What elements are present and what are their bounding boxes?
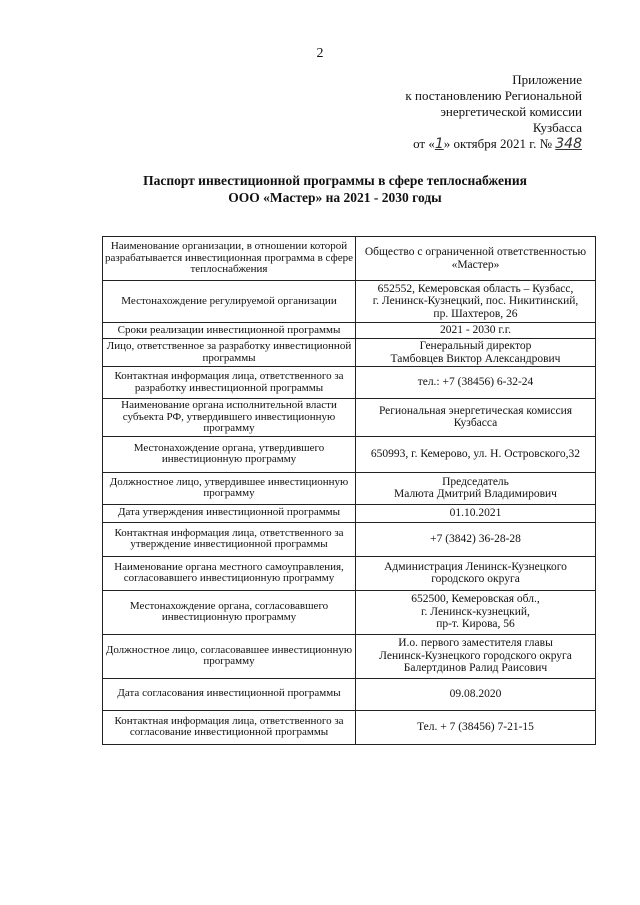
row-value	[356, 237, 596, 281]
table-row	[103, 237, 596, 281]
table-row	[103, 281, 596, 323]
table-row	[103, 556, 596, 590]
title-line-1: Паспорт инвестиционной программы в сфере теплоснабжения	[143, 173, 527, 188]
handwritten-day: 1	[434, 136, 444, 152]
appendix-block	[362, 72, 582, 152]
row-value-line: 652552, Кемеровская область – Кузбасс,	[377, 282, 574, 295]
row-value	[356, 339, 596, 367]
row-label: Дата согласования инвестиционной программы	[103, 678, 356, 710]
row-value-line: +7 (3842) 36-28-28	[430, 532, 521, 545]
row-value-line: пр-т. Кирова, 56	[436, 618, 515, 631]
table-row	[103, 399, 596, 437]
title-line-2: ООО «Мастер» на 2021 - 2030 годы	[228, 190, 442, 205]
row-value	[356, 678, 596, 710]
row-label: Местонахождение регулируемой организации	[103, 281, 356, 323]
row-value-line: И.о. первого заместителя главы	[398, 637, 553, 650]
row-value-line: Тел. + 7 (38456) 7-21-15	[417, 720, 534, 733]
row-value	[356, 504, 596, 522]
row-label: Наименование органа исполнительной власти субъекта РФ, утвердившего инвестиционную программу	[103, 399, 356, 437]
table-row	[103, 634, 596, 678]
row-value-line: Тамбовцев Виктор Александрович	[390, 352, 561, 365]
row-value	[356, 556, 596, 590]
table-row	[103, 590, 596, 634]
row-label: Контактная информация лица, ответственного за разработку инвестиционной программы	[103, 367, 356, 399]
row-value-line: Региональная энергетическая комиссия	[378, 404, 573, 417]
row-value	[356, 472, 596, 504]
row-value-line: г. Ленинск-Кузнецкий, пос. Никитинский,	[372, 295, 579, 308]
table-row	[103, 367, 596, 399]
row-value-line: Ленинск-Кузнецкого городского округа	[379, 649, 572, 662]
row-value-line: 09.08.2020	[449, 687, 502, 700]
row-value	[356, 634, 596, 678]
row-label: Дата утверждения инвестиционной программы	[103, 504, 356, 522]
appendix-line-4: Кузбасса	[532, 120, 582, 135]
row-value-line: пр. Шахтеров, 26	[433, 307, 518, 320]
table-row	[103, 522, 596, 556]
table-row	[103, 472, 596, 504]
row-value-line: 652500, Кемеровская обл.,	[411, 593, 540, 606]
row-value-line: Малюта Дмитрий Владимирович	[394, 488, 557, 500]
row-value	[356, 399, 596, 437]
row-label: Контактная информация лица, ответственного за согласование инвестиционной программы	[103, 710, 356, 744]
row-label: Лицо, ответственное за разработку инвестиционной программы	[103, 339, 356, 367]
row-label: Должностное лицо, утвердившее инвестиционную программу	[103, 472, 356, 504]
row-value	[356, 367, 596, 399]
row-value	[356, 323, 596, 339]
table-row	[103, 504, 596, 522]
row-value-line: 650993, г. Кемерово, ул. Н. Островского,32	[370, 447, 581, 460]
handwritten-doc-number: 348	[555, 136, 582, 152]
row-value	[356, 710, 596, 744]
row-label: Местонахождение органа, утвердившего инвестиционную программу	[103, 436, 356, 472]
row-label: Местонахождение органа, согласовавшего инвестиционную программу	[103, 590, 356, 634]
row-value-line: 2021 - 2030 г.г.	[439, 324, 512, 337]
row-value	[356, 590, 596, 634]
row-value-line: Балертдинов Ралид Раисович	[403, 662, 548, 675]
row-value	[356, 522, 596, 556]
row-value-line: Общество с ограниченной ответственностью «Мастер»	[364, 246, 587, 271]
row-value-line: Председатель	[442, 475, 509, 488]
passport-table	[102, 236, 596, 745]
row-value	[356, 436, 596, 472]
table-row	[103, 339, 596, 367]
row-value-line: тел.: +7 (38456) 6-32-24	[417, 376, 534, 389]
table-row	[103, 678, 596, 710]
appendix-line-2: к постановлению Региональной	[405, 88, 582, 103]
row-label: Должностное лицо, согласовавшее инвестиционную программу	[103, 634, 356, 678]
row-value-line: г. Ленинск-кузнецкий,	[421, 605, 530, 618]
row-value	[356, 281, 596, 323]
table-row	[103, 710, 596, 744]
appendix-line-3: энергетической комиссии	[440, 104, 582, 119]
table-row	[103, 436, 596, 472]
table-row	[103, 323, 596, 339]
row-value-line: городского округа	[431, 573, 520, 585]
row-label: Наименование органа местного самоуправления, согласовавшего инвестиционную программу	[103, 556, 356, 590]
page-number: 2	[316, 46, 324, 61]
appendix-line-1: Приложение	[512, 72, 582, 87]
document-title	[100, 172, 570, 206]
appendix-date-line	[362, 136, 582, 152]
row-value-line: Кузбасса	[453, 417, 498, 430]
date-suffix: » октября 2021 г. №	[443, 136, 553, 151]
row-value-line: Генеральный директор	[419, 340, 532, 352]
date-prefix: от «	[413, 136, 435, 151]
row-label: Сроки реализации инвестиционной программы	[103, 323, 356, 339]
row-label: Наименование организации, в отношении которой разрабатывается инвестиционная программа в сфере теплоснабжения	[103, 237, 356, 281]
row-value-line: 01.10.2021	[449, 506, 502, 519]
row-value-line: Администрация Ленинск-Кузнецкого	[384, 560, 567, 573]
row-label: Контактная информация лица, ответственного за утверждение инвестиционной программы	[103, 522, 356, 556]
